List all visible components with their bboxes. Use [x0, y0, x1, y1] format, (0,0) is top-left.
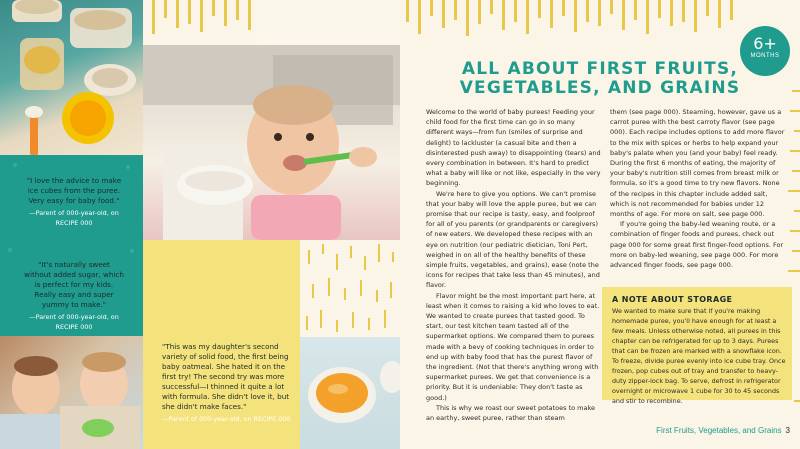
quote-attribution: —Parent of 000-year-old, on RECIPE 000	[162, 415, 291, 423]
paragraph: This is why we roast our sweet potatoes to make an earthy, sweet puree, rather than steam	[426, 403, 596, 423]
quote-attribution: —Parent of 000-year-old, on RECIPE 000	[29, 313, 119, 331]
chapter-title: ALL ABOUT FIRST FRUITS, VEGETABLES, AND GRAINS	[459, 59, 741, 98]
storage-note-box	[602, 287, 792, 405]
storage-body: We wanted to make sure that if you're making homemade puree, you'll have enough for at least a few meals. Unless otherwise noted, all purees in this chapter can be refrigerated for up to 3 days. Purees that can be frozen are marked with a snowflake icon. To freeze, divide puree evenly into ice cube tray. Once frozen, pop cubes out of tray and transfer to heavy-duty zipper-lock bag. To serve, defrost in refrigerator overnight or microwave 1 cube for 30 to 45 seconds and stir to recombine.	[612, 307, 786, 405]
paragraph: If you're going the baby-led weaning route, or a combination of finger foods and purees, check out page 000 for some great first finger-food options. For more on baby-led weaning, see page 000. For more advanced finger foods, see page 000.	[610, 220, 784, 270]
page-number: 3	[785, 426, 790, 435]
quote-text: "It's naturally sweet without added sugar, which is perfect for my kids. Really easy and super yummy to make."	[24, 260, 124, 309]
quote-attribution: —Parent of 000-year-old, on RECIPE 000	[29, 209, 119, 227]
paragraph: Flavor might be the most important part here, at least when it comes to raising a kid who loves to eat. We wanted to create purees that tasted good. To start, our test kitchen team tasted all of the supermarket options. We compared them to purees made with a bevy of cooking techniques in order to end up with baby food that has the purest flavor of the ingredient. (Not that there's anything wrong with supermarket purees. We get that convenience is a priority. But it is undeniable: They don't taste as good.)	[426, 291, 600, 402]
body-column-1	[426, 107, 602, 423]
parent-quote-3	[162, 342, 294, 424]
footer-section: First Fruits, Vegetables, and Grains	[656, 426, 782, 435]
storage-heading: A NOTE ABOUT STORAGE	[612, 295, 733, 304]
toddler-with-bowl-photo	[0, 336, 143, 449]
age-badge-label: MONTHS	[750, 53, 780, 59]
age-badge-number: 6+	[753, 34, 777, 53]
right-page	[400, 0, 800, 449]
paragraph: them (see page 000). Steaming, however, gave us a carrot puree with the best carroty flavor (see page 000). Each recipe includes options to add more flavor to the mix with spices or herbs to help expand your baby's palate when you (and your baby) feel ready. During the first 6 months of eating, the majority of your baby's nutrition still comes from breast milk or formula, so it's a good time to try new flavors. None of the recipes in this chapter include added salt, which is not recommended for babies under 12 months of age. For more on salt, see page 000.	[610, 108, 785, 219]
paragraph: Welcome to the world of baby purees! Feeding your child food for the first time can go in so many different ways—from fun (smiles of surprise and delight) to lackluster (a casual bite and then a disinterested push away) to disappointing (tears) and every combination in between. It's hard to predict what a baby will like or not like, especially in the very beginning.	[426, 108, 601, 188]
paragraph: We're here to give you options. We can't promise that your baby will love the apple puree, but we can promise that our recipe is tasty, easy, and foolproof for all of you parents (or grandparents or caregivers) of new eaters. We developed these recipes with an eye on nutrition (our pediatric dietician, Toni Pert, weighed in on all of the healthy benefits of these simple fruits, vegetables, and grains), ease (note the icons for recipes that take less than 45 minutes), and flavor.	[426, 189, 600, 290]
quote-text: "This was my daughter's second variety of solid food, the first being baby oatmeal. She hated it on the first try! The second try was more successful—I thinned it quite a lot with formula. She didn't love it, but she didn't make faces."	[162, 342, 290, 411]
parent-quote-1	[24, 176, 124, 228]
parent-quote-2	[24, 260, 124, 332]
quote-text: "I love the advice to make ice cubes from the puree. Very easy for baby food."	[26, 176, 122, 205]
dash-pattern-block	[300, 240, 400, 337]
jars-and-spoon-photo	[0, 0, 143, 155]
page-footer	[656, 426, 790, 435]
baby-eating-photo	[143, 45, 400, 240]
body-column-2	[610, 107, 786, 270]
puree-bowl-photo	[300, 337, 400, 449]
